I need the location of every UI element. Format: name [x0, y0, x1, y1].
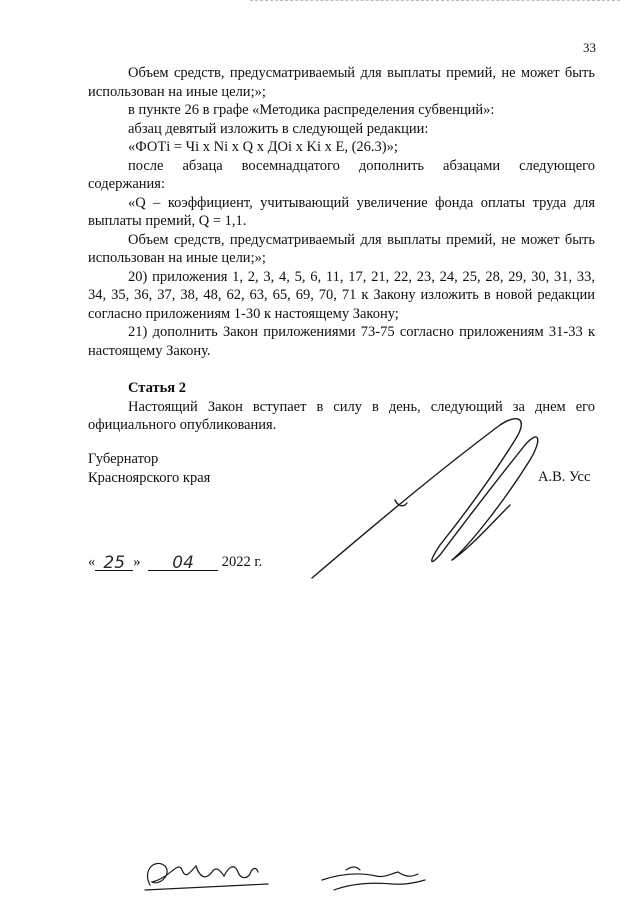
top-dashed-line: [250, 0, 620, 1]
position-line-1: Губернатор: [88, 451, 159, 467]
signatory-name: А.В. Усс: [538, 469, 591, 485]
paragraph: Объем средств, предусматриваемый для выплаты премий, не может быть использован на иные цели;»;: [88, 65, 595, 100]
paragraph: в пункте 26 в графе «Методика распределения субвенций»:: [128, 102, 495, 118]
document-body: [88, 64, 595, 435]
paragraph: 20) приложения 1, 2, 3, 4, 5, 6, 11, 17, 21, 22, 23, 24, 25, 28, 29, 30, 31, 33, 34, 35, 36, 37, 38, 48, 62, 63, 65, 69, 70, 71 к Закону изложить в новой редакции согласно приложениям 1-30 к настоящему Закону;: [88, 268, 595, 322]
paragraph: Объем средств, предусматриваемый для выплаты премий, не может быть использован на иные цели;»;: [88, 231, 595, 266]
paragraph: «ФОТi = Чi x Ni x Q x ДОi x Ki x E, (26.3)»;: [128, 139, 398, 155]
initials-signature-2: [322, 867, 425, 890]
paragraph: 21) дополнить Закон приложениями 73-75 согласно приложениям 31-33 к настоящему Закону.: [88, 324, 595, 359]
page-number: 33: [583, 40, 596, 55]
initials-signature-1: [145, 863, 268, 890]
paragraph: абзац девятый изложить в следующей редакции:: [128, 120, 429, 137]
date-year: 2022 г.: [221, 554, 263, 570]
date-month-handwritten: 04: [148, 553, 218, 571]
signatory-position: [88, 450, 210, 488]
governor-signature: [312, 419, 538, 578]
position-line-2: Красноярского края: [88, 470, 211, 486]
date-day-handwritten: 25: [95, 553, 133, 571]
signing-date: [88, 553, 262, 571]
date-close-quote: »: [133, 554, 141, 570]
date-open-quote: «: [88, 554, 96, 570]
article-2-heading: Статья 2: [128, 380, 186, 396]
paragraph: «Q – коэффициент, учитывающий увеличение фонда оплаты труда для выплаты премий, Q = 1,1.: [88, 194, 595, 229]
article-2-text: Настоящий Закон вступает в силу в день, следующий за днем его официального опубликования.: [88, 398, 595, 433]
paragraph: после абзаца восемнадцатого дополнить абзацами следующего содержания:: [88, 157, 595, 192]
